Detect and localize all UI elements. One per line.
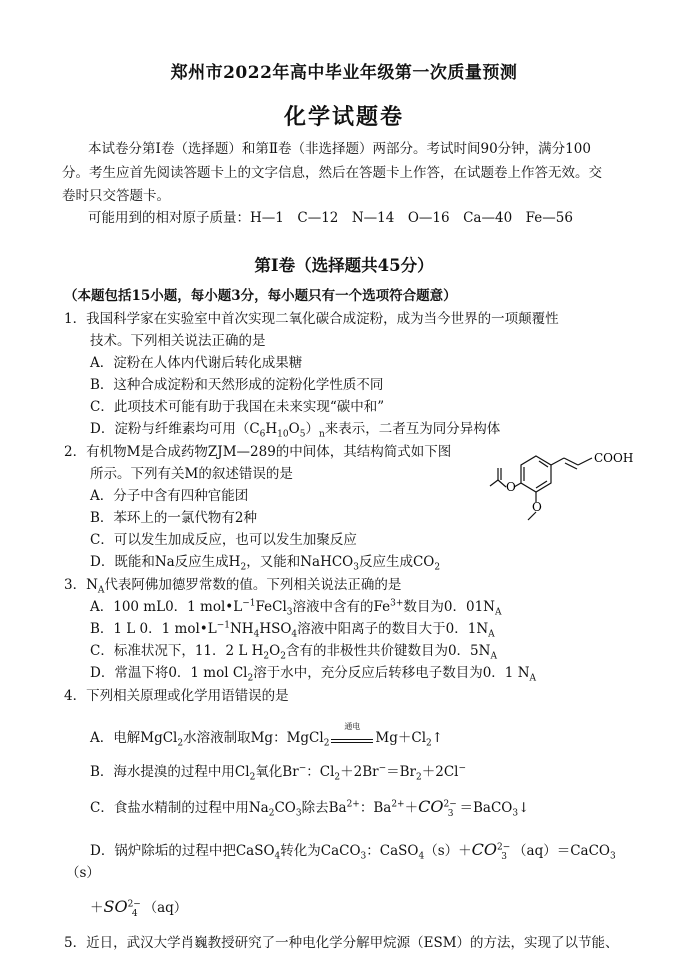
q4-option-a: A．电解MgCl$_2$水溶液制取Mg：MgCl$_2$ 通电 $Mg+Cl_2↑$ (90, 721, 444, 749)
q2-stem-1: 2．有机物M是合成药物ZJM—289的中间体，其结构简式如下图 (64, 444, 452, 460)
q3-option-c: C．标准状况下，11．2 L $H_2O_2$含有的非极性共价键数目为0．$5N_A$ (90, 643, 497, 662)
q3-stem: 3．$N_A$代表阿佛加德罗常数的值。下列相关说法正确的是 (64, 577, 402, 596)
electrolysis-equals-sign: 通电 (329, 733, 375, 745)
q2-stem-2: 所示。下列有关M的叙述错误的是 (90, 466, 293, 482)
q3-option-b: B．1 L 0．1 $mol•L^{-1}NH_4HSO_4$溶液中阳离子的数目大于0．$1N_A$ (90, 620, 495, 640)
q4-option-d: D．锅炉除垢的过程中把CaSO$_4$转化为CaCO$_3$：$CaSO_4(s)+CO^{2-}_3$ （aq）＝CaCO$_3$ (90, 840, 616, 862)
intro-line-1: 本试卷分第Ⅰ卷（选择题）和第Ⅱ卷（非选择题）两部分。考试时间90分钟，满分100 (88, 141, 591, 157)
q1-stem-1: 1．我国科学家在实验室中首次实现二氧化碳合成淀粉，成为当今世界的一项颠覆性 (64, 311, 559, 327)
q1-option-b: B．这种合成淀粉和天然形成的淀粉化学性质不同 (90, 377, 384, 393)
vinyl-bond-1 (551, 458, 564, 465)
subject-title: 化学试题卷 (283, 104, 404, 130)
q2-option-b: B．苯环上的一氯代物有2种 (90, 510, 258, 526)
methoxy-oxygen-label: O (532, 500, 542, 514)
q4-option-c: C．食盐水精制的过程中用$Na_2CO_3$除去$Ba^{2+}$：$Ba^{2+}+CO^{2-}_3$ ＝BaCO$_3$↓ (90, 797, 530, 819)
acid-bond (578, 458, 592, 465)
q2-option-a: A．分子中含有四种官能团 (90, 488, 249, 504)
ester-oxygen-label: O (506, 480, 516, 494)
q4-stem: 4．下列相关原理或化学用语错误的是 (64, 688, 289, 704)
q1-option-a: A．淀粉在人体内代谢后转化成果糖 (90, 355, 303, 371)
section-1-title: 第Ⅰ卷（选择题共45分） (254, 256, 434, 275)
q4-option-d-cont: （s） (66, 865, 100, 881)
q2-option-c: C．可以发生加成反应，也可以发生加聚反应 (90, 532, 357, 548)
q4-option-b: B．海水提溴的过程中用$Cl_2$氧化Br−：$Cl_2+2Br^-=Br_2+2Cl^-$ (90, 763, 467, 783)
q5-stem: 5．近日，武汉大学肖巍教授研究了一种电化学分解甲烷源（ESM）的方法，实现了以节能、 (64, 935, 619, 951)
benzene-ring (521, 456, 551, 492)
intro-line-3: 卷时只交答题卡。 (62, 188, 170, 204)
q1-option-d: D．淀粉与纤维素均可用$(C_6H_{10}O_5)_n$来表示，二者互为同分异构体 (90, 421, 501, 440)
exam-title: 郑州市2022年高中毕业年级第一次质量预测 (170, 63, 518, 83)
q3-option-a: A．100 mL0．1 $mol•L^{-1}FeCl_3$溶液中含有的$Fe^{3+}$数目为0．$01N_A$ (90, 598, 502, 618)
q1-stem-2: 技术。下列相关说法正确的是 (90, 333, 266, 349)
section-1-note: （本题包括15小题，每小题3分，每小题只有一个选项符合题意） (64, 288, 457, 304)
intro-line-2: 分。考生应首先阅读答题卡上的文字信息，然后在答题卡上作答，在试题卷上作答无效。交 (62, 165, 602, 181)
q4-option-d-cont-2: $+SO^{2-}_4$ （aq） (90, 897, 188, 919)
molecule-m-structure (488, 444, 638, 544)
q3-option-d: D．常温下将0．1 mol $Cl_2$溶于水中，充分反应后转移电子数目为0．1 $N_A$ (90, 665, 537, 684)
q1-option-c: C．此项技术可能有助于我国在未来实现“碳中和” (90, 399, 385, 415)
cooh-label: COOH (594, 451, 634, 465)
q2-option-d: D．既能和Na反应生成$H_2$，又能和NaHCO$_3$反应生成$CO_2$ (90, 554, 441, 573)
atomic-masses: 可能用到的相对原子质量：H—1 C—12 N—14 O—16 Ca—40 Fe—56 (88, 210, 573, 226)
